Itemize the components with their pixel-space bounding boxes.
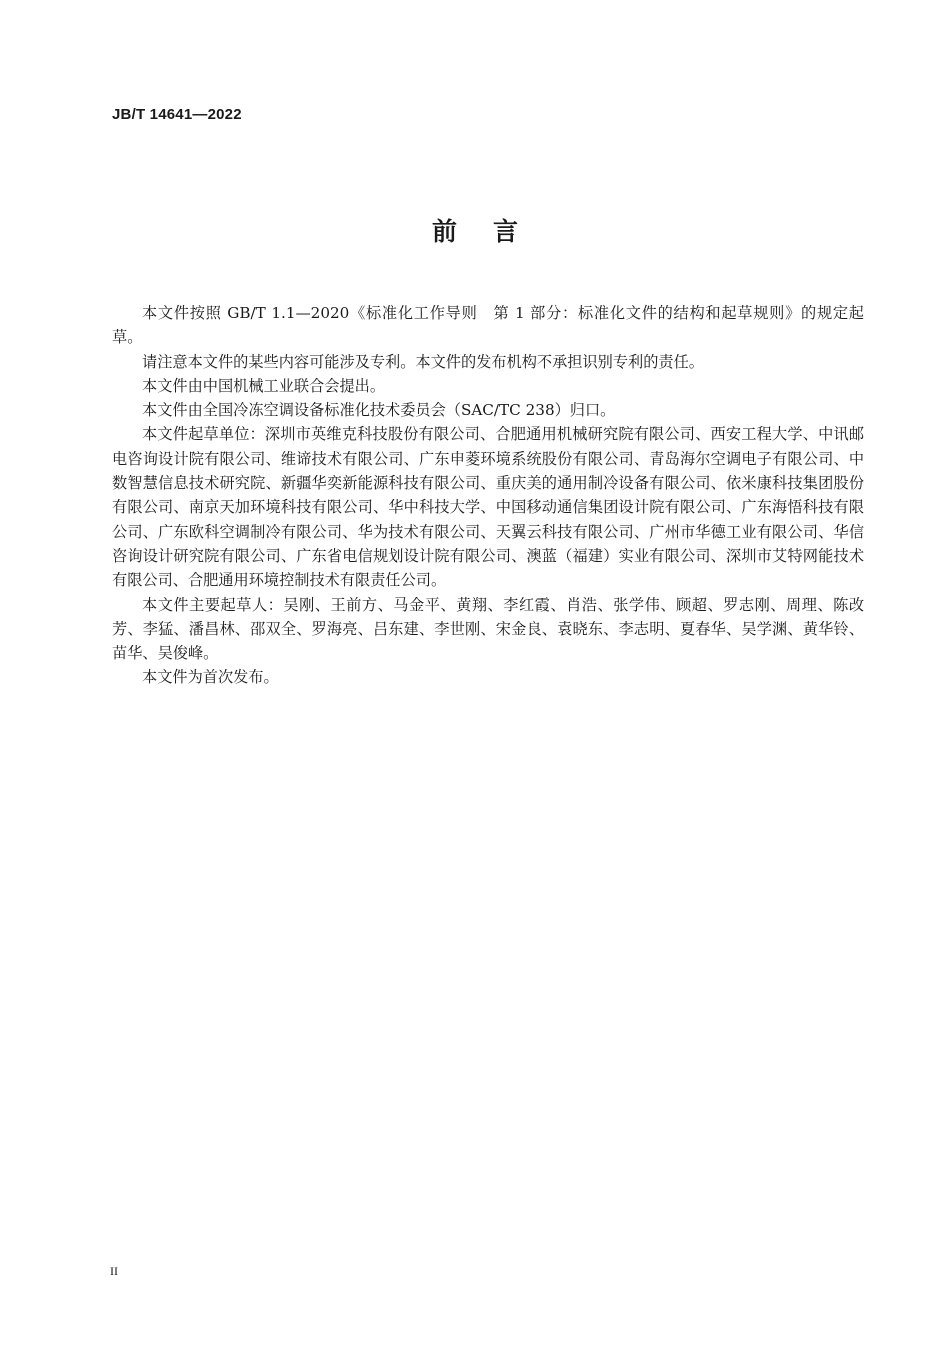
paragraph-technical-committee: 本文件由全国冷冻空调设备标准化技术委员会（SAC/TC 238）归口。: [142, 401, 616, 420]
page-number: II: [110, 1264, 118, 1278]
paragraph-drafting-rules: 本文件按照 GB/T 1.1—2020《标准化工作导则 第 1 部分：标准化文件的结构和起草规则》的规定起草。: [112, 304, 864, 347]
preface-body: [112, 301, 864, 690]
paragraph-proposer: 本文件由中国机械工业联合会提出。: [142, 376, 385, 395]
standard-number: JB/T 14641—2022: [112, 106, 242, 123]
paragraph-first-release: 本文件为首次发布。: [142, 668, 279, 687]
paragraph-main-drafters: 本文件主要起草人：吴刚、王前方、马金平、黄翔、李红霞、肖浩、张学伟、顾超、罗志刚、周理、陈改芳、李猛、潘昌林、邵双全、罗海亮、吕东建、李世刚、宋金良、袁晓东、李志明、夏春华、吴学渊、黄华铃、苗华、吴俊峰。: [112, 595, 864, 663]
paragraph-drafting-units: 本文件起草单位：深圳市英维克科技股份有限公司、合肥通用机械研究院有限公司、西安工程大学、中讯邮电咨询设计院有限公司、维谛技术有限公司、广东申菱环境系统股份有限公司、青岛海尔空调电子有限公司、中数智慧信息技术研究院、新疆华奕新能源科技有限公司、重庆美的通用制冷设备有限公司、依米康科技集团股份有限公司、南京天加环境科技有限公司、华中科技大学、中国移动通信集团设计院有限公司、广东海悟科技有限公司、广东欧科空调制冷有限公司、华为技术有限公司、天翼云科技有限公司、广州市华德工业有限公司、华信咨询设计研究院有限公司、广东省电信规划设计院有限公司、澳蓝（福建）实业有限公司、深圳市艾特网能技术有限公司、合肥通用环境控制技术有限责任公司。: [112, 425, 864, 590]
paragraph-patent-notice: 请注意本文件的某些内容可能涉及专利。本文件的发布机构不承担识别专利的责任。: [142, 352, 704, 371]
page-title: 前言: [431, 217, 554, 246]
